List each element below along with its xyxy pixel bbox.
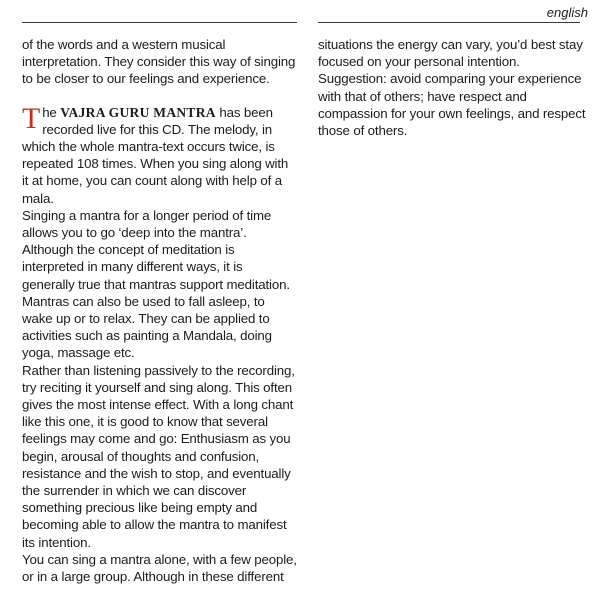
group-paragraph: You can sing a mantra alone, with a few people, or in a large group. Although in these different — [22, 551, 297, 585]
meditation-paragraph: Singing a mantra for a longer period of time allows you to go ‘deep into the mantra’. Although the concept of meditation is interpreted in many different ways, it is generally true that mantras support meditation. Mantras can also be used to fall asleep, to wake up or to relax. They can be applied to activities such as painting a Mandala, doing yoga, massage etc. — [22, 207, 290, 361]
right-column — [318, 36, 590, 139]
reciting-paragraph: Rather than listening passively to the recording, try reciting it yourself and sing along. This often gives the most intense effect. With a long chant like this one, it is good to know that several feelings may come and go: Enthusiasm as you begin, arousal of thoughts and confusion, resistance and the wish to stop, and eventually the surrender in which we can discover something precious like being empty and becoming able to allow the mantra to manifest its intention. — [22, 362, 295, 550]
mantra-paragraph-start: he — [42, 104, 61, 120]
mantra-paragraph-rest: has been recorded live for this CD. The melody, in which the whole mantra-text occurs twice, is repeated 108 times. When you sing along with it at home, you can count along with help of a mala. — [22, 104, 289, 206]
intro-paragraph: of the words and a western musical interpretation. They consider this way of singing to be closer to our feelings and experience. — [22, 37, 296, 87]
intention-paragraph: situations the energy can vary, you’d best stay focused on your personal intention. Suggestion: avoid comparing your experience with that of others; have respect and compassion for your own feelings, and respect those of others. — [318, 37, 586, 139]
header-rule-right — [318, 22, 580, 23]
mantra-name: VAJRA GURU MANTRA — [60, 104, 216, 120]
header-rule-left — [22, 22, 297, 23]
mantra-paragraph — [22, 101, 297, 207]
language-label: english — [546, 5, 588, 20]
dropcap-letter: T — [22, 101, 41, 135]
left-column — [22, 36, 297, 585]
